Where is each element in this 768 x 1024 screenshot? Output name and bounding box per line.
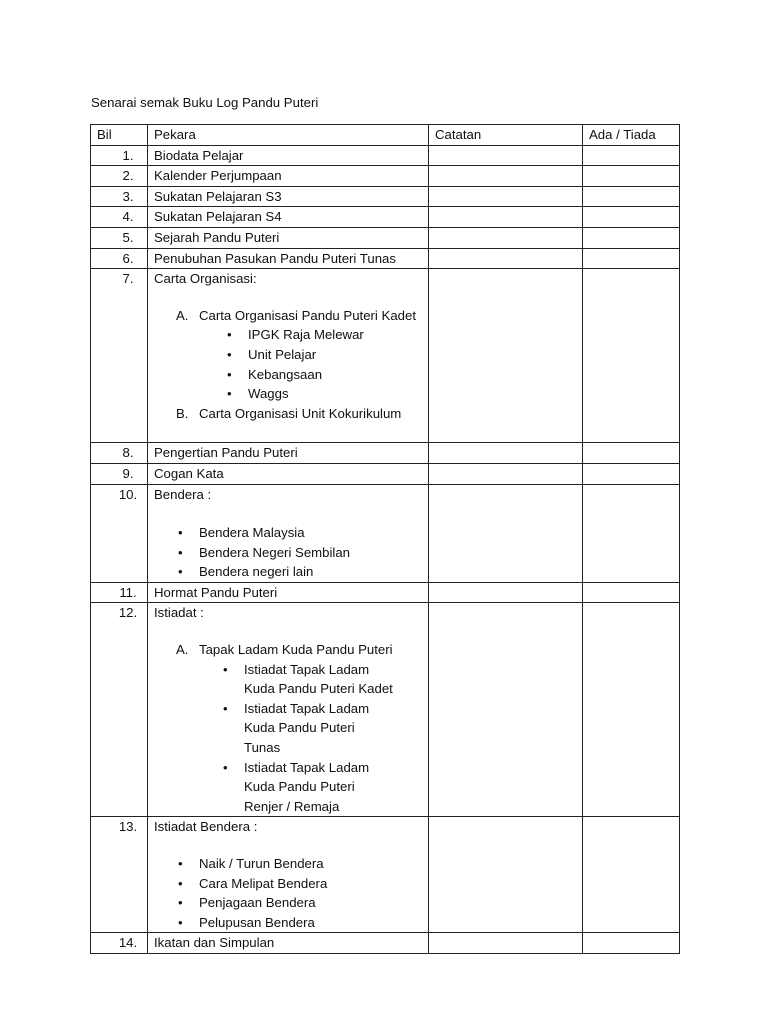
ada-tiada-cell[interactable] bbox=[583, 269, 680, 443]
row-item: Hormat Pandu Puteri bbox=[148, 582, 429, 603]
bullet-item: • Kebangsaan bbox=[154, 365, 422, 385]
page-title: Senarai semak Buku Log Pandu Puteri bbox=[91, 95, 319, 110]
catatan-cell[interactable] bbox=[429, 248, 583, 269]
bullet-item: • Naik / Turun Bendera bbox=[154, 854, 422, 874]
row-number: 14. bbox=[91, 933, 148, 954]
catatan-cell[interactable] bbox=[429, 443, 583, 464]
header-bil: Bil bbox=[91, 125, 148, 146]
row-item-cell bbox=[148, 817, 429, 933]
bullet-item: • Bendera Malaysia bbox=[154, 523, 422, 543]
ada-tiada-cell[interactable] bbox=[583, 484, 680, 582]
row-number: 7. bbox=[91, 269, 148, 443]
bullet-item: • Cara Melipat Bendera bbox=[154, 874, 422, 894]
bullet-item: • Bendera negeri lain bbox=[154, 562, 422, 582]
sub-item-letter: B. bbox=[176, 405, 189, 421]
table-row bbox=[91, 207, 680, 228]
ada-tiada-cell[interactable] bbox=[583, 603, 680, 817]
table-row bbox=[91, 248, 680, 269]
row-item-cell bbox=[148, 269, 429, 443]
sub-item-label: Carta Organisasi Pandu Puteri Kadet bbox=[199, 307, 416, 323]
bullet-item: • Penjagaan Bendera bbox=[154, 893, 422, 913]
row-item: Carta Organisasi: bbox=[154, 271, 257, 287]
catatan-cell[interactable] bbox=[429, 484, 583, 582]
table-row bbox=[91, 603, 680, 817]
header-ada-tiada: Ada / Tiada bbox=[583, 125, 680, 146]
bullet-item: • Istiadat Tapak Ladam Kuda Pandu Puteri Tunas bbox=[154, 699, 394, 758]
bullet-item: • Istiadat Tapak Ladam Kuda Pandu Puteri Kadet bbox=[154, 660, 394, 699]
table-row bbox=[91, 145, 680, 166]
catatan-cell[interactable] bbox=[429, 817, 583, 933]
header-catatan: Catatan bbox=[429, 125, 583, 146]
bullet-item: • Unit Pelajar bbox=[154, 345, 422, 365]
catatan-cell[interactable] bbox=[429, 463, 583, 484]
table-row bbox=[91, 817, 680, 933]
bullet-item: • IPGK Raja Melewar bbox=[154, 325, 422, 345]
ada-tiada-cell[interactable] bbox=[583, 145, 680, 166]
catatan-cell[interactable] bbox=[429, 227, 583, 248]
ada-tiada-cell[interactable] bbox=[583, 166, 680, 187]
row-item: Cogan Kata bbox=[148, 463, 429, 484]
ada-tiada-cell[interactable] bbox=[583, 186, 680, 207]
table-row bbox=[91, 227, 680, 248]
catatan-cell[interactable] bbox=[429, 166, 583, 187]
row-item: Sukatan Pelajaran S4 bbox=[148, 207, 429, 228]
checklist-table bbox=[90, 124, 680, 954]
row-number: 11. bbox=[91, 582, 148, 603]
row-number: 4. bbox=[91, 207, 148, 228]
row-item: Istiadat : bbox=[154, 605, 204, 621]
table-row bbox=[91, 443, 680, 464]
row-number: 10. bbox=[91, 484, 148, 582]
row-number: 12. bbox=[91, 603, 148, 817]
row-number: 5. bbox=[91, 227, 148, 248]
catatan-cell[interactable] bbox=[429, 603, 583, 817]
catatan-cell[interactable] bbox=[429, 582, 583, 603]
ada-tiada-cell[interactable] bbox=[583, 817, 680, 933]
row-item: Istiadat Bendera : bbox=[154, 819, 258, 835]
row-item-cell bbox=[148, 603, 429, 817]
ada-tiada-cell[interactable] bbox=[583, 933, 680, 954]
sub-item-a bbox=[154, 306, 422, 326]
sub-item-a bbox=[154, 640, 422, 660]
row-item: Sejarah Pandu Puteri bbox=[148, 227, 429, 248]
row-item: Kalender Perjumpaan bbox=[148, 166, 429, 187]
sub-item-label: Tapak Ladam Kuda Pandu Puteri bbox=[199, 642, 393, 658]
row-number: 13. bbox=[91, 817, 148, 933]
catatan-cell[interactable] bbox=[429, 207, 583, 228]
row-number: 3. bbox=[91, 186, 148, 207]
row-number: 6. bbox=[91, 248, 148, 269]
table-row bbox=[91, 166, 680, 187]
row-item: Bendera : bbox=[154, 486, 212, 502]
table-row bbox=[91, 463, 680, 484]
catatan-cell[interactable] bbox=[429, 933, 583, 954]
bullet-item: • Waggs bbox=[154, 384, 422, 404]
ada-tiada-cell[interactable] bbox=[583, 443, 680, 464]
row-item: Pengertian Pandu Puteri bbox=[148, 443, 429, 464]
ada-tiada-cell[interactable] bbox=[583, 227, 680, 248]
row-number: 9. bbox=[91, 463, 148, 484]
catatan-cell[interactable] bbox=[429, 145, 583, 166]
row-number: 1. bbox=[91, 145, 148, 166]
row-item-cell bbox=[148, 484, 429, 582]
table-row bbox=[91, 186, 680, 207]
sub-item-label: Carta Organisasi Unit Kokurikulum bbox=[199, 405, 402, 421]
row-item: Biodata Pelajar bbox=[148, 145, 429, 166]
bullet-item: • Istiadat Tapak Ladam Kuda Pandu Puteri Renjer / Remaja bbox=[154, 758, 394, 817]
row-item: Penubuhan Pasukan Pandu Puteri Tunas bbox=[148, 248, 429, 269]
row-number: 2. bbox=[91, 166, 148, 187]
row-item: Ikatan dan Simpulan bbox=[148, 933, 429, 954]
ada-tiada-cell[interactable] bbox=[583, 248, 680, 269]
table-row bbox=[91, 484, 680, 582]
ada-tiada-cell[interactable] bbox=[583, 207, 680, 228]
table-header-row bbox=[91, 125, 680, 146]
table-row bbox=[91, 269, 680, 443]
sub-item-letter: A. bbox=[176, 642, 189, 658]
sub-item-letter: A. bbox=[176, 307, 189, 323]
row-number: 8. bbox=[91, 443, 148, 464]
row-item: Sukatan Pelajaran S3 bbox=[148, 186, 429, 207]
table-row bbox=[91, 933, 680, 954]
bullet-item: • Bendera Negeri Sembilan bbox=[154, 543, 422, 563]
table-row bbox=[91, 582, 680, 603]
sub-item-b bbox=[154, 404, 422, 424]
catatan-cell[interactable] bbox=[429, 269, 583, 443]
ada-tiada-cell[interactable] bbox=[583, 582, 680, 603]
catatan-cell[interactable] bbox=[429, 186, 583, 207]
header-pekara: Pekara bbox=[148, 125, 429, 146]
bullet-item: • Pelupusan Bendera bbox=[154, 913, 422, 933]
ada-tiada-cell[interactable] bbox=[583, 463, 680, 484]
